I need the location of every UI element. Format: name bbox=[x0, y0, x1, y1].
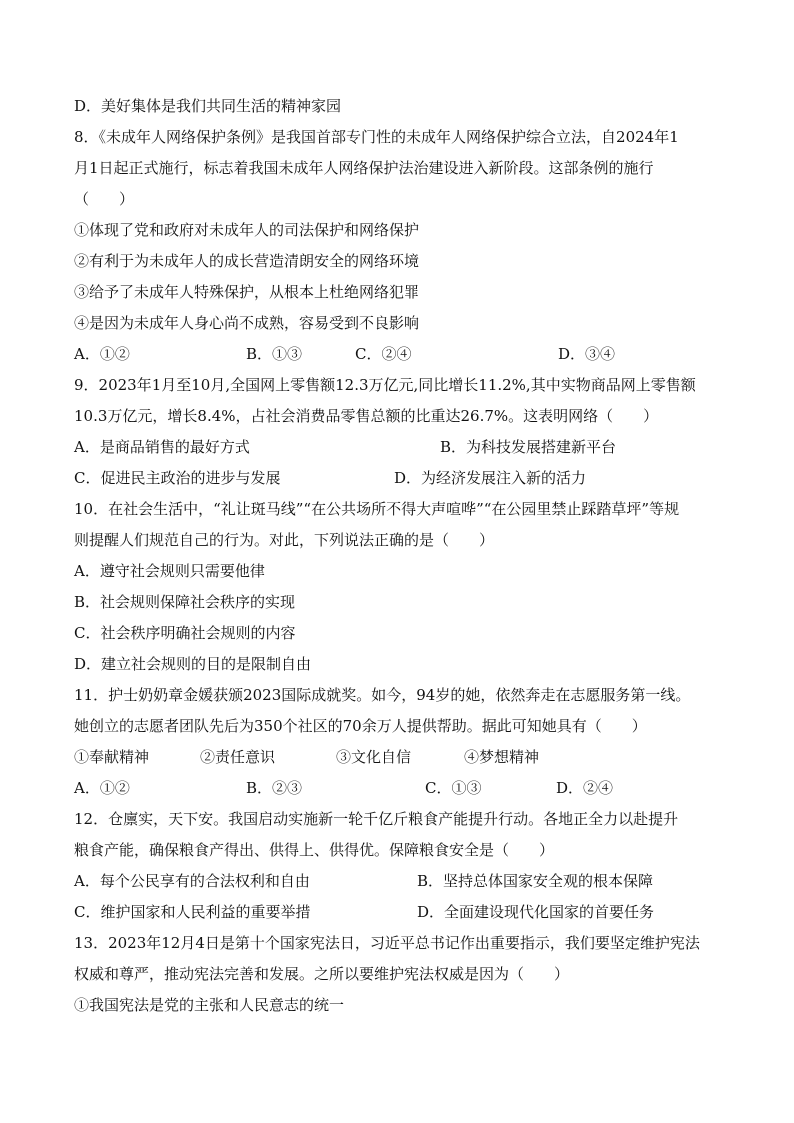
q11-item-1: ①奉献精神 bbox=[74, 748, 150, 766]
q8-stem-line-2: 月1日起正式施行，标志着我国未成年人网络保护法治建设进入新阶段。这部条例的施行 bbox=[74, 159, 654, 177]
q13-item-1: ①我国宪法是党的主张和人民意志的统一 bbox=[74, 996, 345, 1014]
q8-item-3: ③给予了未成年人特殊保护，从根本上杜绝网络犯罪 bbox=[74, 283, 420, 301]
q9-option-c: C．促进民主政治的进步与发展 bbox=[74, 469, 281, 487]
q11-item-4: ④梦想精神 bbox=[464, 748, 540, 766]
q7-option-d: D．美好集体是我们共同生活的精神家园 bbox=[74, 97, 342, 115]
q11-stem-line-1: 11．护士奶奶章金媛获颁2023国际成就奖。如今，94岁的她，依然奔走在志愿服务第一线。 bbox=[74, 686, 691, 704]
q12-option-a: A．每个公民享有的合法权利和自由 bbox=[74, 872, 310, 890]
q8-option-d: D．③④ bbox=[558, 345, 616, 363]
q11-option-c: C．①③ bbox=[425, 779, 482, 797]
q11-option-b: B．②③ bbox=[246, 779, 303, 797]
q9-stem-line-2: 10.3万亿元，增长8.4%，占社会消费品零售总额的比重达26.7%。这表明网络（ ） bbox=[74, 407, 659, 425]
q11-option-d: D．②④ bbox=[556, 779, 614, 797]
q10-option-b: B．社会规则保障社会秩序的实现 bbox=[74, 593, 296, 611]
q8-item-4: ④是因为未成年人身心尚不成熟，容易受到不良影响 bbox=[74, 314, 420, 332]
q9-stem-line-1: 9．2023年1月至10月,全国网上零售额12.3万亿元,同比增长11.2%,其中实物商品网上零售额 bbox=[74, 376, 696, 394]
q8-item-2: ②有利于为未成年人的成长营造清朗安全的网络环境 bbox=[74, 252, 420, 270]
q8-stem-line-1: 8．《未成年人网络保护条例》是我国首部专门性的未成年人网络保护综合立法，自2024年1 bbox=[74, 128, 679, 146]
q10-option-d: D．建立社会规则的目的是限制自由 bbox=[74, 655, 312, 673]
q12-option-b: B．坚持总体国家安全观的根本保障 bbox=[417, 872, 654, 890]
q8-option-b: B．①③ bbox=[246, 345, 303, 363]
q12-stem-line-2: 粮食产能，确保粮食产得出、供得上、供得优。保障粮食安全是（ ） bbox=[74, 841, 555, 859]
q10-option-c: C．社会秩序明确社会规则的内容 bbox=[74, 624, 296, 642]
q9-option-d: D．为经济发展注入新的活力 bbox=[394, 469, 587, 487]
q11-option-a: A．①② bbox=[74, 779, 130, 797]
q13-stem-line-1: 13．2023年12月4日是第十个国家宪法日，习近平总书记作出重要指示，我们要坚定维护宪法 bbox=[74, 934, 700, 952]
q12-option-c: C．维护国家和人民利益的重要举措 bbox=[74, 903, 311, 921]
q8-answer-blank: （ ） bbox=[74, 190, 135, 208]
q10-option-a: A．遵守社会规则只需要他律 bbox=[74, 562, 265, 580]
q8-item-1: ①体现了党和政府对未成年人的司法保护和网络保护 bbox=[74, 221, 420, 239]
q13-stem-line-2: 权威和尊严，推动宪法完善和发展。之所以要维护宪法权威是因为（ ） bbox=[74, 965, 570, 983]
q11-stem-line-2: 她创立的志愿者团队先后为350个社区的70余万人提供帮助。据此可知她具有（ ） bbox=[74, 717, 647, 735]
q9-option-b: B．为科技发展搭建新平台 bbox=[440, 438, 617, 456]
q12-stem-line-1: 12．仓廪实，天下安。我国启动实施新一轮千亿斤粮食产能提升行动。各地正全力以赴提升 bbox=[74, 810, 679, 828]
q9-option-a: A．是商品销售的最好方式 bbox=[74, 438, 250, 456]
q10-stem-line-2: 则提醒人们规范自己的行为。对此，下列说法正确的是（ ） bbox=[74, 531, 495, 549]
q11-item-3: ③文化自信 bbox=[336, 748, 412, 766]
q8-option-c: C．②④ bbox=[355, 345, 412, 363]
q11-item-2: ②责任意识 bbox=[200, 748, 276, 766]
q10-stem-line-1: 10．在社会生活中，“礼让斑马线”“在公共场所不得大声喧哗”“在公园里禁止踩踏草坪”等规 bbox=[74, 500, 680, 518]
q12-option-d: D．全面建设现代化国家的首要任务 bbox=[417, 903, 655, 921]
q8-option-a: A．①② bbox=[74, 345, 130, 363]
